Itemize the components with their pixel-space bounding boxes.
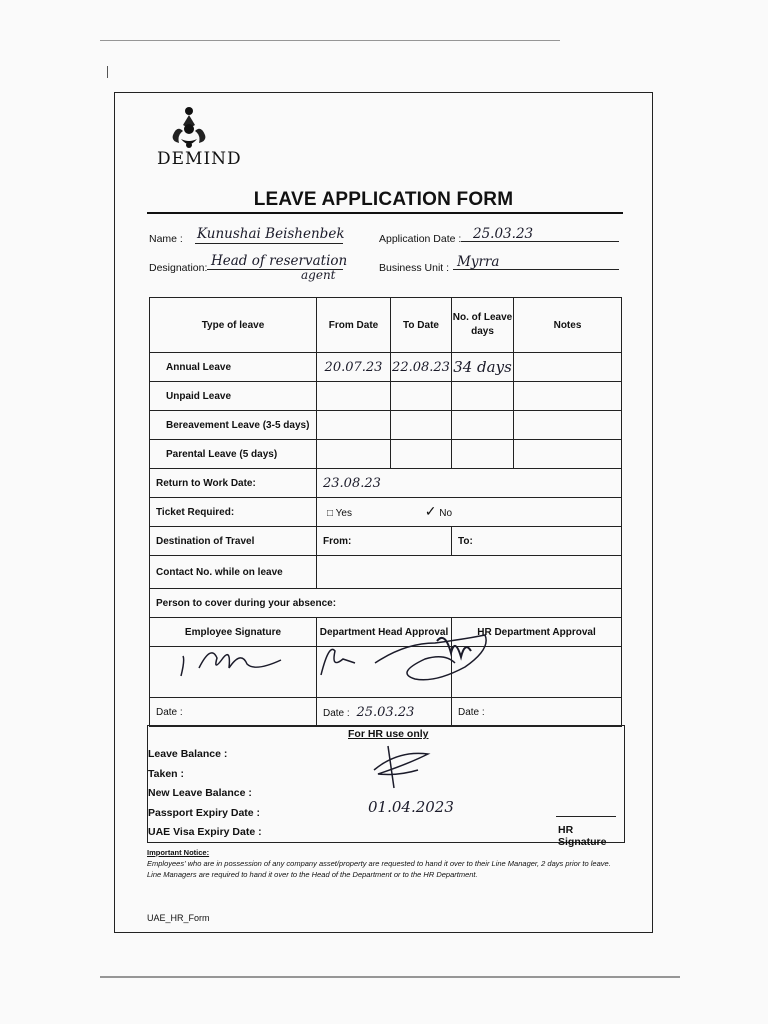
title-rule (147, 212, 623, 214)
ticket-yes-label: Yes (335, 508, 352, 519)
table-row (150, 382, 622, 411)
header-notes: Notes (514, 298, 622, 353)
table-row (150, 440, 622, 469)
department-head-signature (315, 623, 505, 693)
visa-expiry-label: UAE Visa Expiry Date : (148, 826, 262, 838)
company-logo (157, 105, 242, 169)
department-date-value: 25.03.23 (356, 704, 415, 720)
date-row (150, 698, 622, 727)
application-date-line (461, 241, 619, 242)
header-type: Type of leave (150, 298, 317, 353)
name-line (195, 243, 343, 244)
to-label: To: (452, 527, 622, 556)
hr-section-title: For HR use only (348, 728, 429, 740)
designation-label: Designation: (149, 262, 208, 274)
header-to: To Date (391, 298, 452, 353)
designation-value: Head of reservation (211, 253, 348, 269)
taken-label: Taken : (148, 768, 184, 780)
notes-cell (514, 353, 622, 382)
from-label: From: (317, 527, 452, 556)
hr-date-label: Date : (452, 698, 622, 727)
scan-edge-bottom (100, 976, 680, 978)
scan-edge-top (100, 40, 560, 41)
application-date-value: 25.03.23 (473, 226, 534, 242)
form-title: LEAVE APPLICATION FORM (253, 189, 514, 210)
table-row (150, 353, 622, 382)
return-date-value: 23.08.23 (323, 475, 381, 491)
destination-label: Destination of Travel (150, 527, 317, 556)
leave-balance-label: Leave Balance : (148, 748, 228, 760)
ticket-no-label: No (439, 508, 453, 519)
business-unit-line (453, 269, 619, 270)
header-days: No. of Leave days (452, 298, 514, 353)
employee-date-label: Date : (150, 698, 317, 727)
contact-label: Contact No. while on leave (150, 556, 317, 589)
passport-expiry-label: Passport Expiry Date : (148, 807, 261, 819)
new-balance-label: New Leave Balance : (148, 787, 252, 799)
designation-value-line2: agent (301, 268, 336, 282)
form-code: UAE_HR_Form (147, 913, 210, 923)
company-name: DEMIND (157, 149, 242, 169)
employee-signature (171, 638, 291, 684)
ticket-label: Ticket Required: (150, 498, 317, 527)
return-row (150, 469, 622, 498)
business-unit-value: Myrra (457, 254, 500, 270)
cover-label: Person to cover during your absence: (150, 589, 622, 618)
form-page (114, 92, 653, 933)
table-row (150, 411, 622, 440)
important-notice (147, 847, 627, 880)
scan-mark (107, 66, 108, 78)
application-date-label: Application Date : (379, 233, 462, 245)
ticket-row (150, 498, 622, 527)
header-from: From Date (317, 298, 391, 353)
ticket-yes-checkbox[interactable]: □ (327, 508, 334, 519)
notice-text: Employees' who are in possession of any company asset/property are requested to hand it over to their Line Manager, 2 days prior to leave. Line Managers are required to hand it over to the Head of the Department or to the HR Department. (147, 859, 611, 879)
return-label: Return to Work Date: (150, 469, 317, 498)
leave-type: Annual Leave (150, 353, 317, 382)
business-unit-label: Business Unit : (379, 262, 450, 274)
hr-use-section (147, 725, 625, 848)
name-label: Name : (149, 233, 183, 245)
from-date: 20.07.23 (324, 359, 383, 375)
to-date: 22.08.23 (392, 359, 450, 375)
notice-heading: Important Notice: (147, 848, 210, 857)
hr-date-value: 01.04.2023 (368, 798, 454, 816)
leave-type: Bereavement Leave (3-5 days) (150, 411, 317, 440)
hr-signature-line (556, 816, 616, 817)
hr-approval-label: HR Department Approval (452, 618, 622, 647)
leave-days: 34 days (453, 358, 512, 376)
leave-type: Unpaid Leave (150, 382, 317, 411)
cover-row (150, 589, 622, 618)
contact-row (150, 556, 622, 589)
destination-row (150, 527, 622, 556)
leave-type: Parental Leave (5 days) (150, 440, 317, 469)
department-approval-label: Department Head Approval (317, 618, 452, 647)
table-header-row (150, 298, 622, 353)
ticket-no-checkmark-icon[interactable]: ✓ (424, 504, 437, 520)
department-date-label: Date : (323, 707, 350, 719)
crest-icon (167, 105, 211, 151)
hr-signature (368, 740, 438, 792)
name-value: Kunushai Beishenbek (197, 226, 345, 242)
hr-signature-label: HR Signature (558, 824, 607, 848)
employee-signature-label: Employee Signature (150, 618, 317, 647)
